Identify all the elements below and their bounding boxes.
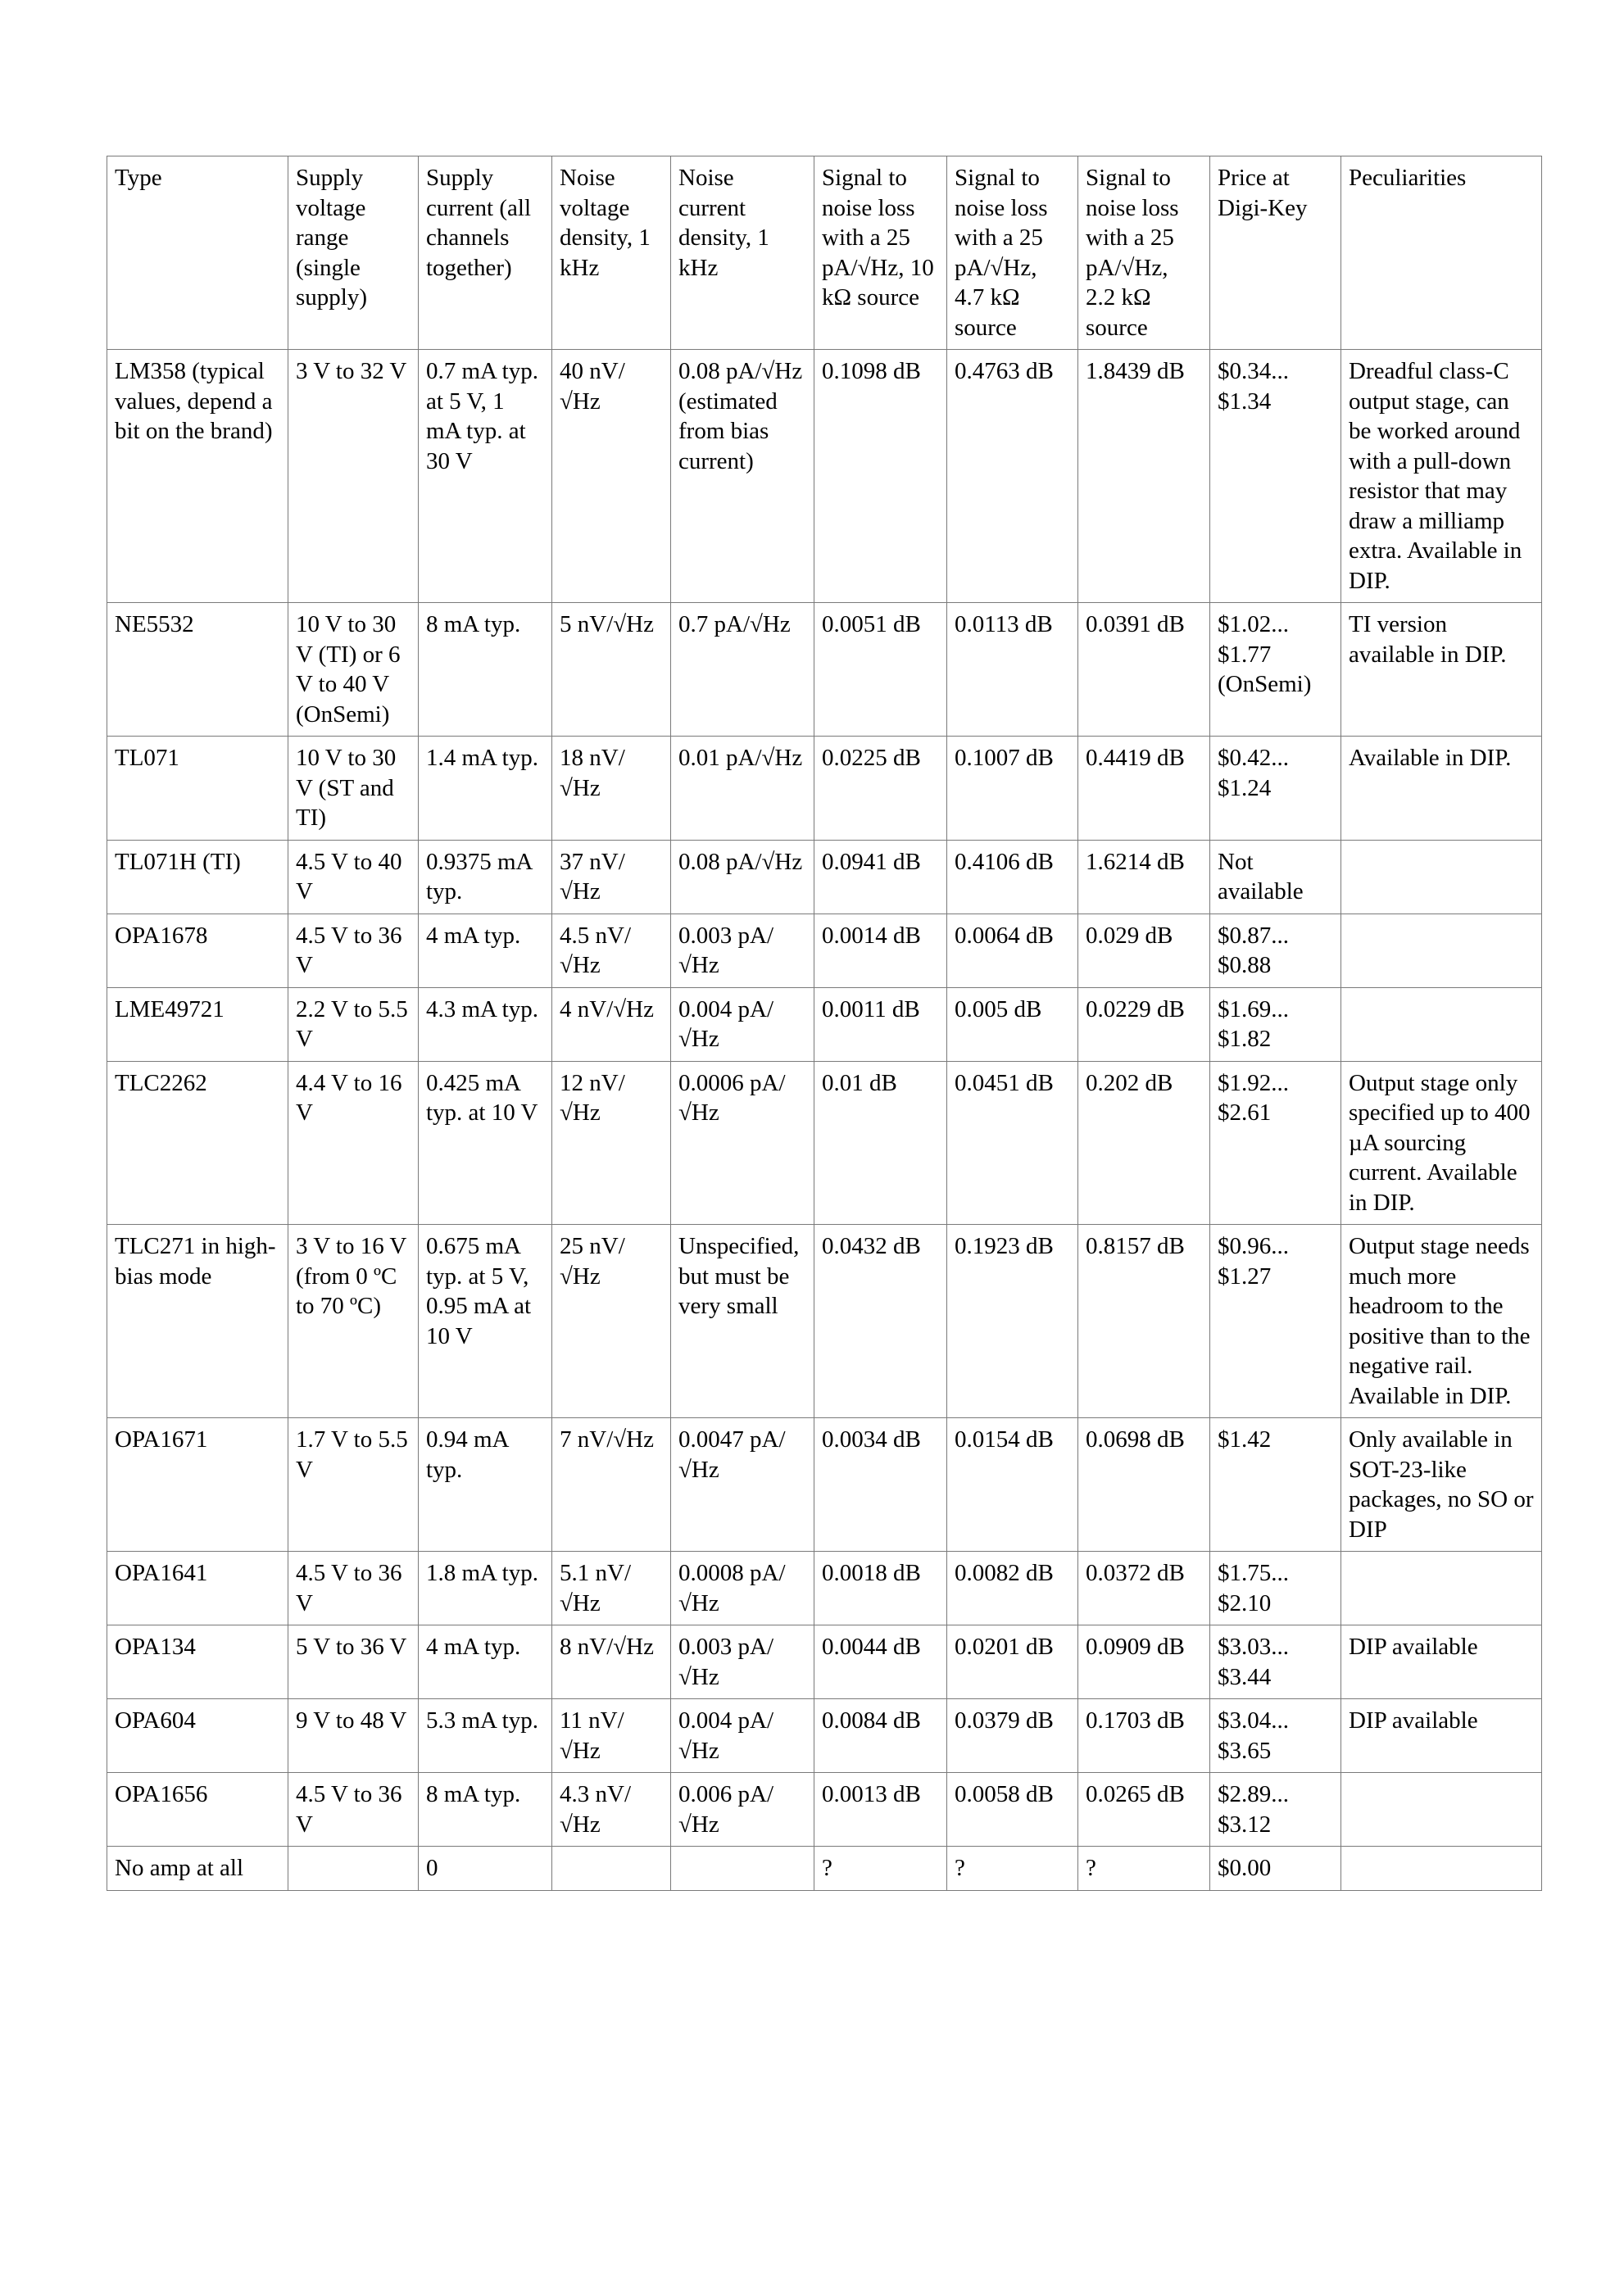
table-cell: ?	[1078, 1847, 1210, 1891]
table-row	[107, 1225, 1542, 1418]
table-cell	[1341, 1552, 1542, 1625]
table-cell: $3.04... $3.65	[1210, 1699, 1341, 1773]
table-cell: 0.7 pA/√Hz	[671, 603, 814, 737]
table-cell: DIP available	[1341, 1625, 1542, 1699]
table-cell: 8 mA typ.	[419, 1773, 552, 1847]
column-header: Noise voltage density, 1 kHz	[552, 156, 671, 350]
table-cell: OPA1678	[107, 914, 288, 987]
table-cell: 0.4106 dB	[947, 840, 1078, 914]
table-cell: $0.96... $1.27	[1210, 1225, 1341, 1418]
table-cell: 0.0006 pA/√Hz	[671, 1061, 814, 1225]
table-cell: 5.3 mA typ.	[419, 1699, 552, 1773]
table-cell: OPA1641	[107, 1552, 288, 1625]
table-cell	[1341, 987, 1542, 1061]
table-cell: Unspecified, but must be very small	[671, 1225, 814, 1418]
table-cell: 4.5 V to 36 V	[288, 1552, 419, 1625]
table-cell	[288, 1847, 419, 1891]
table-cell: 9 V to 48 V	[288, 1699, 419, 1773]
table-cell: 0.0451 dB	[947, 1061, 1078, 1225]
table-cell: 4.5 nV/√Hz	[552, 914, 671, 987]
table-cell: Output stage needs much more headroom to the positive than to the negative rail. Available in DIP.	[1341, 1225, 1542, 1418]
table-cell: $1.02... $1.77 (OnSemi)	[1210, 603, 1341, 737]
table-row	[107, 737, 1542, 841]
table-cell: 1.6214 dB	[1078, 840, 1210, 914]
table-cell: 4 mA typ.	[419, 914, 552, 987]
table-row	[107, 914, 1542, 987]
column-header: Signal to noise loss with a 25 pA/√Hz, 4.7 kΩ source	[947, 156, 1078, 350]
table-cell: 0.029 dB	[1078, 914, 1210, 987]
table-row	[107, 603, 1542, 737]
table-cell: 0.0154 dB	[947, 1418, 1078, 1552]
table-cell: Dreadful class-C output stage, can be worked around with a pull-down resistor that may draw a milliamp extra. Available in DIP.	[1341, 350, 1542, 603]
table-cell: 1.4 mA typ.	[419, 737, 552, 841]
table-cell: TLC2262	[107, 1061, 288, 1225]
header-row	[107, 156, 1542, 350]
table-cell: 5 nV/√Hz	[552, 603, 671, 737]
table-cell: 0.0432 dB	[814, 1225, 947, 1418]
table-cell: 4 nV/√Hz	[552, 987, 671, 1061]
table-cell: TL071	[107, 737, 288, 841]
table-cell: 3 V to 16 V (from 0 ºC to 70 ºC)	[288, 1225, 419, 1418]
table-cell: 0.003 pA/√Hz	[671, 1625, 814, 1699]
table-cell: OPA1671	[107, 1418, 288, 1552]
table-cell: TL071H (TI)	[107, 840, 288, 914]
table-cell: $0.42... $1.24	[1210, 737, 1341, 841]
table-cell: $1.42	[1210, 1418, 1341, 1552]
table-cell: 12 nV/√Hz	[552, 1061, 671, 1225]
table-cell: 0.0082 dB	[947, 1552, 1078, 1625]
table-row	[107, 1699, 1542, 1773]
column-header: Signal to noise loss with a 25 pA/√Hz, 10 kΩ source	[814, 156, 947, 350]
table-cell: 0.0044 dB	[814, 1625, 947, 1699]
table-cell: 0.0941 dB	[814, 840, 947, 914]
table-cell: 4.3 nV/√Hz	[552, 1773, 671, 1847]
table-cell: $2.89... $3.12	[1210, 1773, 1341, 1847]
table-cell: Not available	[1210, 840, 1341, 914]
table-cell: 0.01 pA/√Hz	[671, 737, 814, 841]
table-cell: TLC271 in high-bias mode	[107, 1225, 288, 1418]
table-cell: 0.1703 dB	[1078, 1699, 1210, 1773]
table-cell: 0.005 dB	[947, 987, 1078, 1061]
table-cell: 0.0229 dB	[1078, 987, 1210, 1061]
table-row	[107, 1418, 1542, 1552]
table-cell: 0.4419 dB	[1078, 737, 1210, 841]
table-row	[107, 1552, 1542, 1625]
table-cell: LM358 (typical values, depend a bit on the brand)	[107, 350, 288, 603]
table-cell: 0.0014 dB	[814, 914, 947, 987]
table-cell: 10 V to 30 V (ST and TI)	[288, 737, 419, 841]
table-cell: OPA1656	[107, 1773, 288, 1847]
table-cell: 4 mA typ.	[419, 1625, 552, 1699]
table-cell: 0.0379 dB	[947, 1699, 1078, 1773]
column-header: Type	[107, 156, 288, 350]
table-cell: 0.0372 dB	[1078, 1552, 1210, 1625]
table-cell: 0.0084 dB	[814, 1699, 947, 1773]
table-cell	[552, 1847, 671, 1891]
table-cell: 4.5 V to 36 V	[288, 914, 419, 987]
table-cell: 0.1923 dB	[947, 1225, 1078, 1418]
table-cell: 0.0201 dB	[947, 1625, 1078, 1699]
table-cell: $0.00	[1210, 1847, 1341, 1891]
table-cell: 0.675 mA typ. at 5 V, 0.95 mA at 10 V	[419, 1225, 552, 1418]
table-body	[107, 156, 1542, 1891]
table-cell: $0.87... $0.88	[1210, 914, 1341, 987]
table-cell: 1.8439 dB	[1078, 350, 1210, 603]
table-cell: 0.0265 dB	[1078, 1773, 1210, 1847]
table-row	[107, 350, 1542, 603]
column-header: Supply voltage range (single supply)	[288, 156, 419, 350]
table-cell: 4.3 mA typ.	[419, 987, 552, 1061]
table-cell: 0.0698 dB	[1078, 1418, 1210, 1552]
table-row	[107, 1061, 1542, 1225]
table-cell: 5 V to 36 V	[288, 1625, 419, 1699]
table-cell: 10 V to 30 V (TI) or 6 V to 40 V (OnSemi)	[288, 603, 419, 737]
table-cell: ?	[814, 1847, 947, 1891]
table-cell: 4.5 V to 40 V	[288, 840, 419, 914]
table-cell: 1.8 mA typ.	[419, 1552, 552, 1625]
table-row	[107, 840, 1542, 914]
table-cell: No amp at all	[107, 1847, 288, 1891]
table-cell: 0.0051 dB	[814, 603, 947, 737]
table-cell: 0.0225 dB	[814, 737, 947, 841]
table-cell: 25 nV/√Hz	[552, 1225, 671, 1418]
table-cell: 0.004 pA/√Hz	[671, 1699, 814, 1773]
table-cell: ?	[947, 1847, 1078, 1891]
table-cell	[1341, 1847, 1542, 1891]
table-cell: 0.0909 dB	[1078, 1625, 1210, 1699]
table-cell: 0.0018 dB	[814, 1552, 947, 1625]
table-cell: $0.34... $1.34	[1210, 350, 1341, 603]
table-cell: 8 nV/√Hz	[552, 1625, 671, 1699]
table-cell: 0.7 mA typ. at 5 V, 1 mA typ. at 30 V	[419, 350, 552, 603]
table-cell: 0.0113 dB	[947, 603, 1078, 737]
table-cell: 0.1007 dB	[947, 737, 1078, 841]
table-cell: NE5532	[107, 603, 288, 737]
table-cell: 0.94 mA typ.	[419, 1418, 552, 1552]
table-cell: 11 nV/√Hz	[552, 1699, 671, 1773]
column-header: Price at Digi-Key	[1210, 156, 1341, 350]
column-header: Supply current (all channels together)	[419, 156, 552, 350]
table-cell: 0.01 dB	[814, 1061, 947, 1225]
table-cell	[1341, 1773, 1542, 1847]
table-cell: 0	[419, 1847, 552, 1891]
table-cell: 0.08 pA/√Hz (estimated from bias current)	[671, 350, 814, 603]
table-cell: Available in DIP.	[1341, 737, 1542, 841]
table-cell: 0.8157 dB	[1078, 1225, 1210, 1418]
table-cell: 0.0047 pA/√Hz	[671, 1418, 814, 1552]
table-cell: 0.1098 dB	[814, 350, 947, 603]
table-cell: 7 nV/√Hz	[552, 1418, 671, 1552]
table-cell: $1.75... $2.10	[1210, 1552, 1341, 1625]
table-cell: 2.2 V to 5.5 V	[288, 987, 419, 1061]
table-cell: 0.9375 mA typ.	[419, 840, 552, 914]
table-cell: 0.006 pA/√Hz	[671, 1773, 814, 1847]
table-row	[107, 987, 1542, 1061]
table-cell: OPA134	[107, 1625, 288, 1699]
table-cell: 37 nV/√Hz	[552, 840, 671, 914]
table-cell: 0.202 dB	[1078, 1061, 1210, 1225]
table-cell: 0.004 pA/√Hz	[671, 987, 814, 1061]
table-cell: DIP available	[1341, 1699, 1542, 1773]
table-cell: TI version available in DIP.	[1341, 603, 1542, 737]
table-cell: OPA604	[107, 1699, 288, 1773]
table-cell	[1341, 840, 1542, 914]
table-cell: $1.69... $1.82	[1210, 987, 1341, 1061]
table-cell: 0.4763 dB	[947, 350, 1078, 603]
column-header: Peculiarities	[1341, 156, 1542, 350]
table-row	[107, 1625, 1542, 1699]
table-cell: 4.5 V to 36 V	[288, 1773, 419, 1847]
table-cell: 5.1 nV/√Hz	[552, 1552, 671, 1625]
table-cell: 0.0391 dB	[1078, 603, 1210, 737]
table-cell: 0.0058 dB	[947, 1773, 1078, 1847]
column-header: Signal to noise loss with a 25 pA/√Hz, 2.2 kΩ source	[1078, 156, 1210, 350]
table-cell: 18 nV/√Hz	[552, 737, 671, 841]
table-cell: Output stage only specified up to 400 µA sourcing current. Available in DIP.	[1341, 1061, 1542, 1225]
table-cell: LME49721	[107, 987, 288, 1061]
column-header: Noise current density, 1 kHz	[671, 156, 814, 350]
table-cell: 0.0064 dB	[947, 914, 1078, 987]
table-cell: 0.08 pA/√Hz	[671, 840, 814, 914]
table-cell: 8 mA typ.	[419, 603, 552, 737]
table-cell: 0.003 pA/√Hz	[671, 914, 814, 987]
table-cell: $3.03... $3.44	[1210, 1625, 1341, 1699]
table-cell: 1.7 V to 5.5 V	[288, 1418, 419, 1552]
opamp-comparison-table	[107, 156, 1542, 1891]
table-cell: $1.92... $2.61	[1210, 1061, 1341, 1225]
table-cell: Only available in SOT-23-like packages, no SO or DIP	[1341, 1418, 1542, 1552]
table-cell: 3 V to 32 V	[288, 350, 419, 603]
table-row	[107, 1773, 1542, 1847]
table-cell: 0.425 mA typ. at 10 V	[419, 1061, 552, 1225]
table-row	[107, 1847, 1542, 1891]
table-cell: 0.0034 dB	[814, 1418, 947, 1552]
table-cell: 40 nV/√Hz	[552, 350, 671, 603]
table-cell: 4.4 V to 16 V	[288, 1061, 419, 1225]
table-cell: 0.0013 dB	[814, 1773, 947, 1847]
table-cell	[1341, 914, 1542, 987]
table-cell: 0.0008 pA/√Hz	[671, 1552, 814, 1625]
table-cell: 0.0011 dB	[814, 987, 947, 1061]
table-cell	[671, 1847, 814, 1891]
